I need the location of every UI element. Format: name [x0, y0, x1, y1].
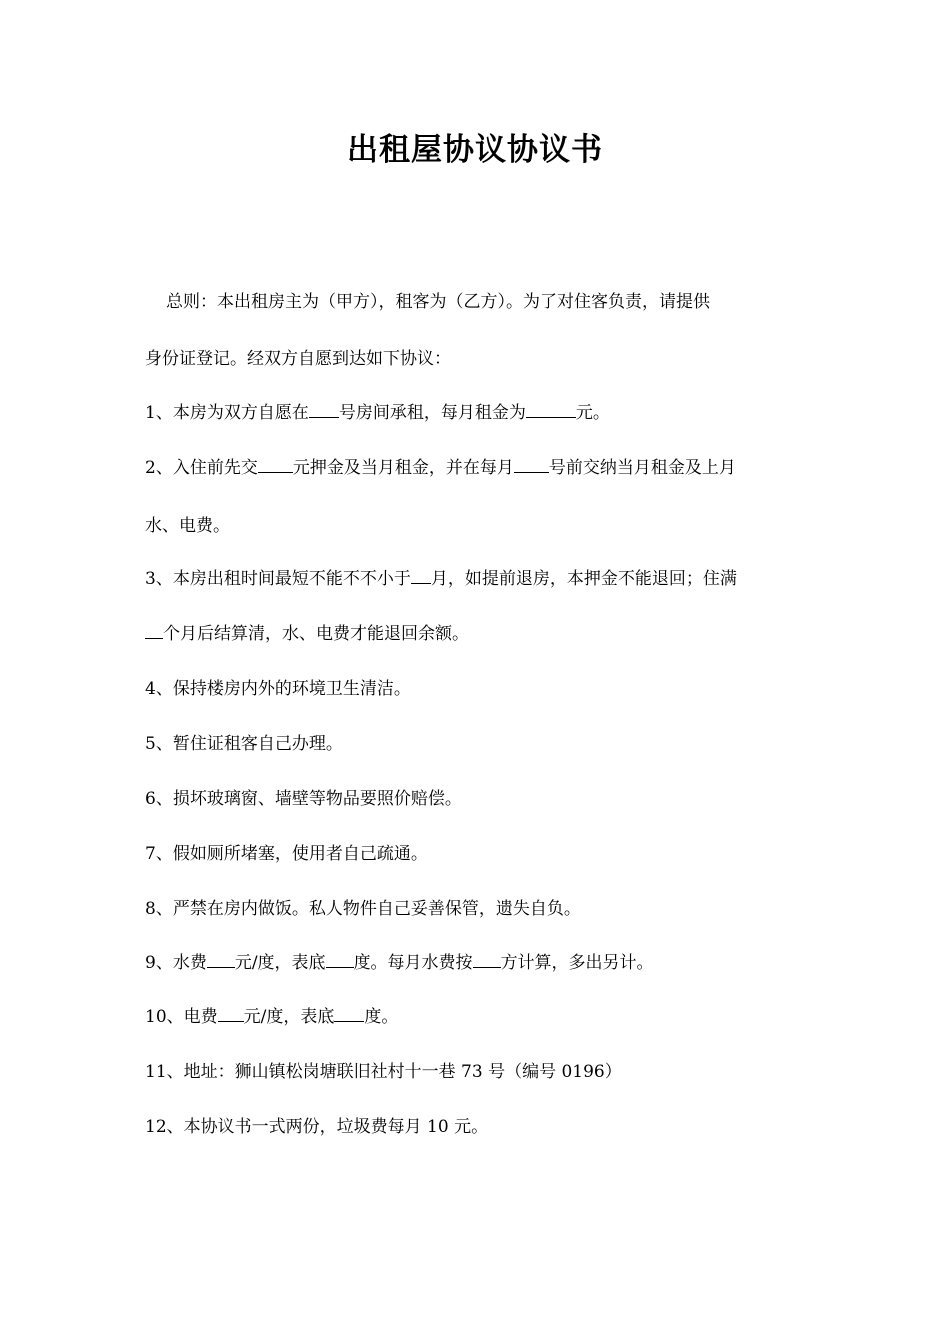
clause-text: 方计算，多出另计。	[500, 953, 654, 973]
room-number-blank	[309, 401, 339, 418]
clause-3-line-1	[145, 567, 737, 591]
water-price-blank	[207, 951, 235, 968]
clause-text: 元。	[575, 403, 610, 423]
min-months-blank	[411, 567, 431, 584]
clause-9	[145, 951, 654, 975]
clause-4	[145, 677, 411, 701]
clause-8	[145, 897, 581, 921]
clause-text: 度。每月水费按	[353, 953, 473, 973]
clause-5	[145, 732, 343, 756]
document-title: 出租屋协议协议书	[347, 132, 603, 168]
clause-text: 水、电费。	[145, 516, 230, 536]
clause-11	[145, 1060, 622, 1084]
intro-line-2	[145, 347, 451, 371]
clause-text: 1、本房为双方自愿在	[145, 403, 309, 423]
clause-text: 11、地址：狮山镇松岗塘联旧社村十一巷 73 号（编号 0196）	[145, 1062, 622, 1082]
clause-text: 度。	[364, 1007, 399, 1027]
clause-text: 7、假如厕所堵塞，使用者自己疏通。	[145, 844, 428, 864]
clause-text: 5、暂住证租客自己办理。	[145, 734, 343, 754]
clause-6	[145, 787, 462, 811]
clause-text: 元/度，表底	[234, 953, 326, 973]
water-meter-blank	[326, 951, 354, 968]
clause-text: 号前交纳当月租金及上月	[548, 458, 736, 478]
clause-1	[145, 401, 610, 425]
rent-amount-blank	[526, 401, 576, 418]
clause-text: 元押金及当月租金，并在每月	[292, 458, 514, 478]
deposit-blank	[258, 456, 293, 473]
electricity-price-blank	[218, 1005, 244, 1022]
clause-text: 月，如提前退房，本押金不能退回；住满	[430, 569, 737, 589]
clause-7	[145, 842, 428, 866]
clause-text: 3、本房出租时间最短不能不不小于	[145, 569, 411, 589]
water-quota-blank	[473, 951, 501, 968]
clause-text: 10、电费	[145, 1007, 218, 1027]
clause-3-line-2	[145, 622, 469, 646]
clause-2-line-1	[145, 456, 736, 480]
clause-10	[145, 1005, 398, 1029]
clause-text: 2、入住前先交	[145, 458, 258, 478]
intro-text: 总则：本出租房主为（甲方），租客为（乙方）。为了对住客负责，请提供	[166, 292, 710, 312]
clause-text: 12、本协议书一式两份，垃圾费每月 10 元。	[145, 1117, 489, 1137]
electricity-meter-blank	[334, 1005, 364, 1022]
intro-line-1	[166, 290, 710, 314]
full-months-blank	[145, 622, 163, 639]
clause-12	[145, 1115, 488, 1139]
clause-text: 9、水费	[145, 953, 207, 973]
clause-text: 元/度，表底	[243, 1007, 335, 1027]
clause-text: 个月后结算清，水、电费才能退回余额。	[163, 624, 469, 644]
clause-2-line-2	[145, 514, 230, 538]
clause-text: 4、保持楼房内外的环境卫生清洁。	[145, 679, 411, 699]
intro-text: 身份证登记。经双方自愿到达如下协议：	[145, 349, 451, 369]
clause-text: 号房间承租，每月租金为	[338, 403, 526, 423]
payment-day-blank	[514, 456, 549, 473]
clause-text: 8、严禁在房内做饭。私人物件自己妥善保管，遗失自负。	[145, 899, 581, 919]
clause-text: 6、损坏玻璃窗、墙壁等物品要照价赔偿。	[145, 789, 462, 809]
